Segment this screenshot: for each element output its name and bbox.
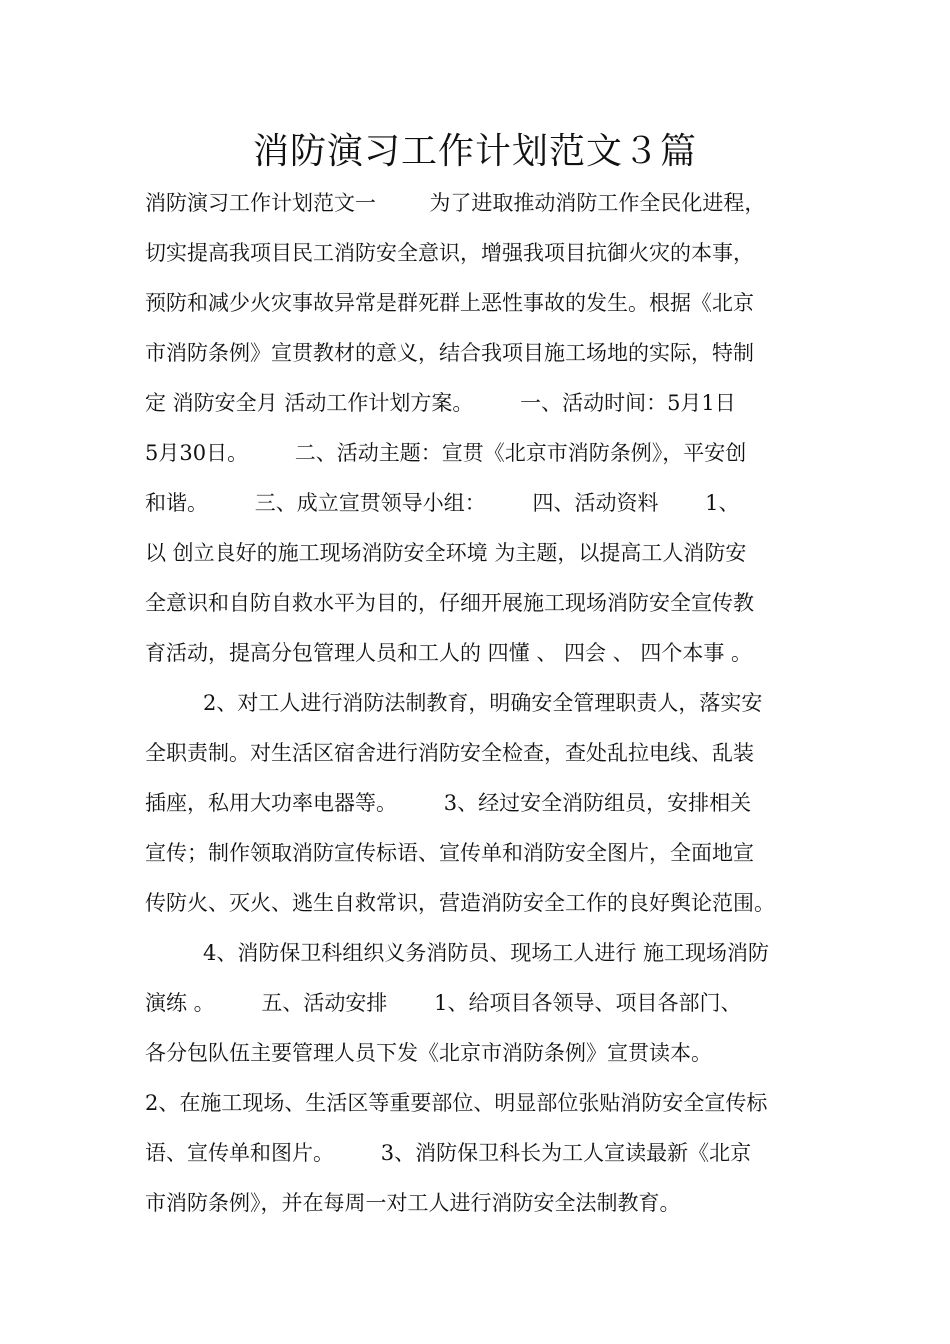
document-body (145, 178, 813, 1228)
body-line: 和谐。 三、成立宣贯领导小组： 四、活动资料 1、 (145, 491, 740, 515)
body-line: 4、消防保卫科组织义务消防员、现场工人进行 施工现场消防 (203, 941, 770, 965)
document-title: 消防演习工作计划范文３篇 (252, 131, 697, 172)
body-line: 语、宣传单和图片。 3、消防保卫科长为工人宣读最新《北京 (145, 1141, 752, 1165)
body-line: 插座，私用大功率电器等。 3、经过安全消防组员，安排相关 (145, 791, 752, 815)
body-line: 各分包队伍主要管理人员下发《北京市消防条例》宣贯读本。 (145, 1041, 712, 1065)
body-line: 2、在施工现场、生活区等重要部位、明显部位张贴消防安全宣传标 (145, 1091, 768, 1115)
body-line: 全意识和自防自救水平为目的，仔细开展施工现场消防安全宣传教 (145, 591, 754, 615)
body-line: 切实提高我项目民工消防安全意识，增强我项目抗御火灾的本事， (145, 241, 754, 265)
body-line: 市消防条例》宣贯教材的意义，结合我项目施工场地的实际，特制 (145, 341, 754, 365)
body-line: 育活动，提高分包管理人员和工人的 四懂 、 四会 、 四个本事 。 (145, 641, 753, 665)
body-line: 市消防条例》，并在每周一对工人进行消防安全法制教育。 (145, 1191, 681, 1215)
body-line: 预防和减少火灾事故异常是群死群上恶性事故的发生。根据《北京 (145, 291, 754, 315)
body-line: 以 创立良好的施工现场消防安全环境 为主题，以提高工人消防安 (145, 541, 747, 565)
body-line: 5月30日。 二、活动主题：宣贯《北京市消防条例》，平安创 (145, 441, 747, 465)
body-line: 全职责制。对生活区宿舍进行消防安全检查，查处乱拉电线、乱装 (145, 741, 754, 765)
body-line: 宣传；制作领取消防宣传标语、宣传单和消防安全图片，全面地宣 (145, 841, 754, 865)
body-line: 定 消防安全月 活动工作计划方案。 一、活动时间：5月1日 (145, 391, 736, 415)
body-line: 消防演习工作计划范文一 为了进取推动消防工作全民化进程， (145, 191, 766, 215)
body-line: 2、对工人进行消防法制教育，明确安全管理职责人，落实安 (203, 691, 763, 715)
body-line: 传防火、灭火、逃生自救常识，营造消防安全工作的良好舆论范围。 (145, 891, 775, 915)
body-line: 演练 。 五、活动安排 1、给项目各领导、项目各部门、 (145, 991, 742, 1015)
